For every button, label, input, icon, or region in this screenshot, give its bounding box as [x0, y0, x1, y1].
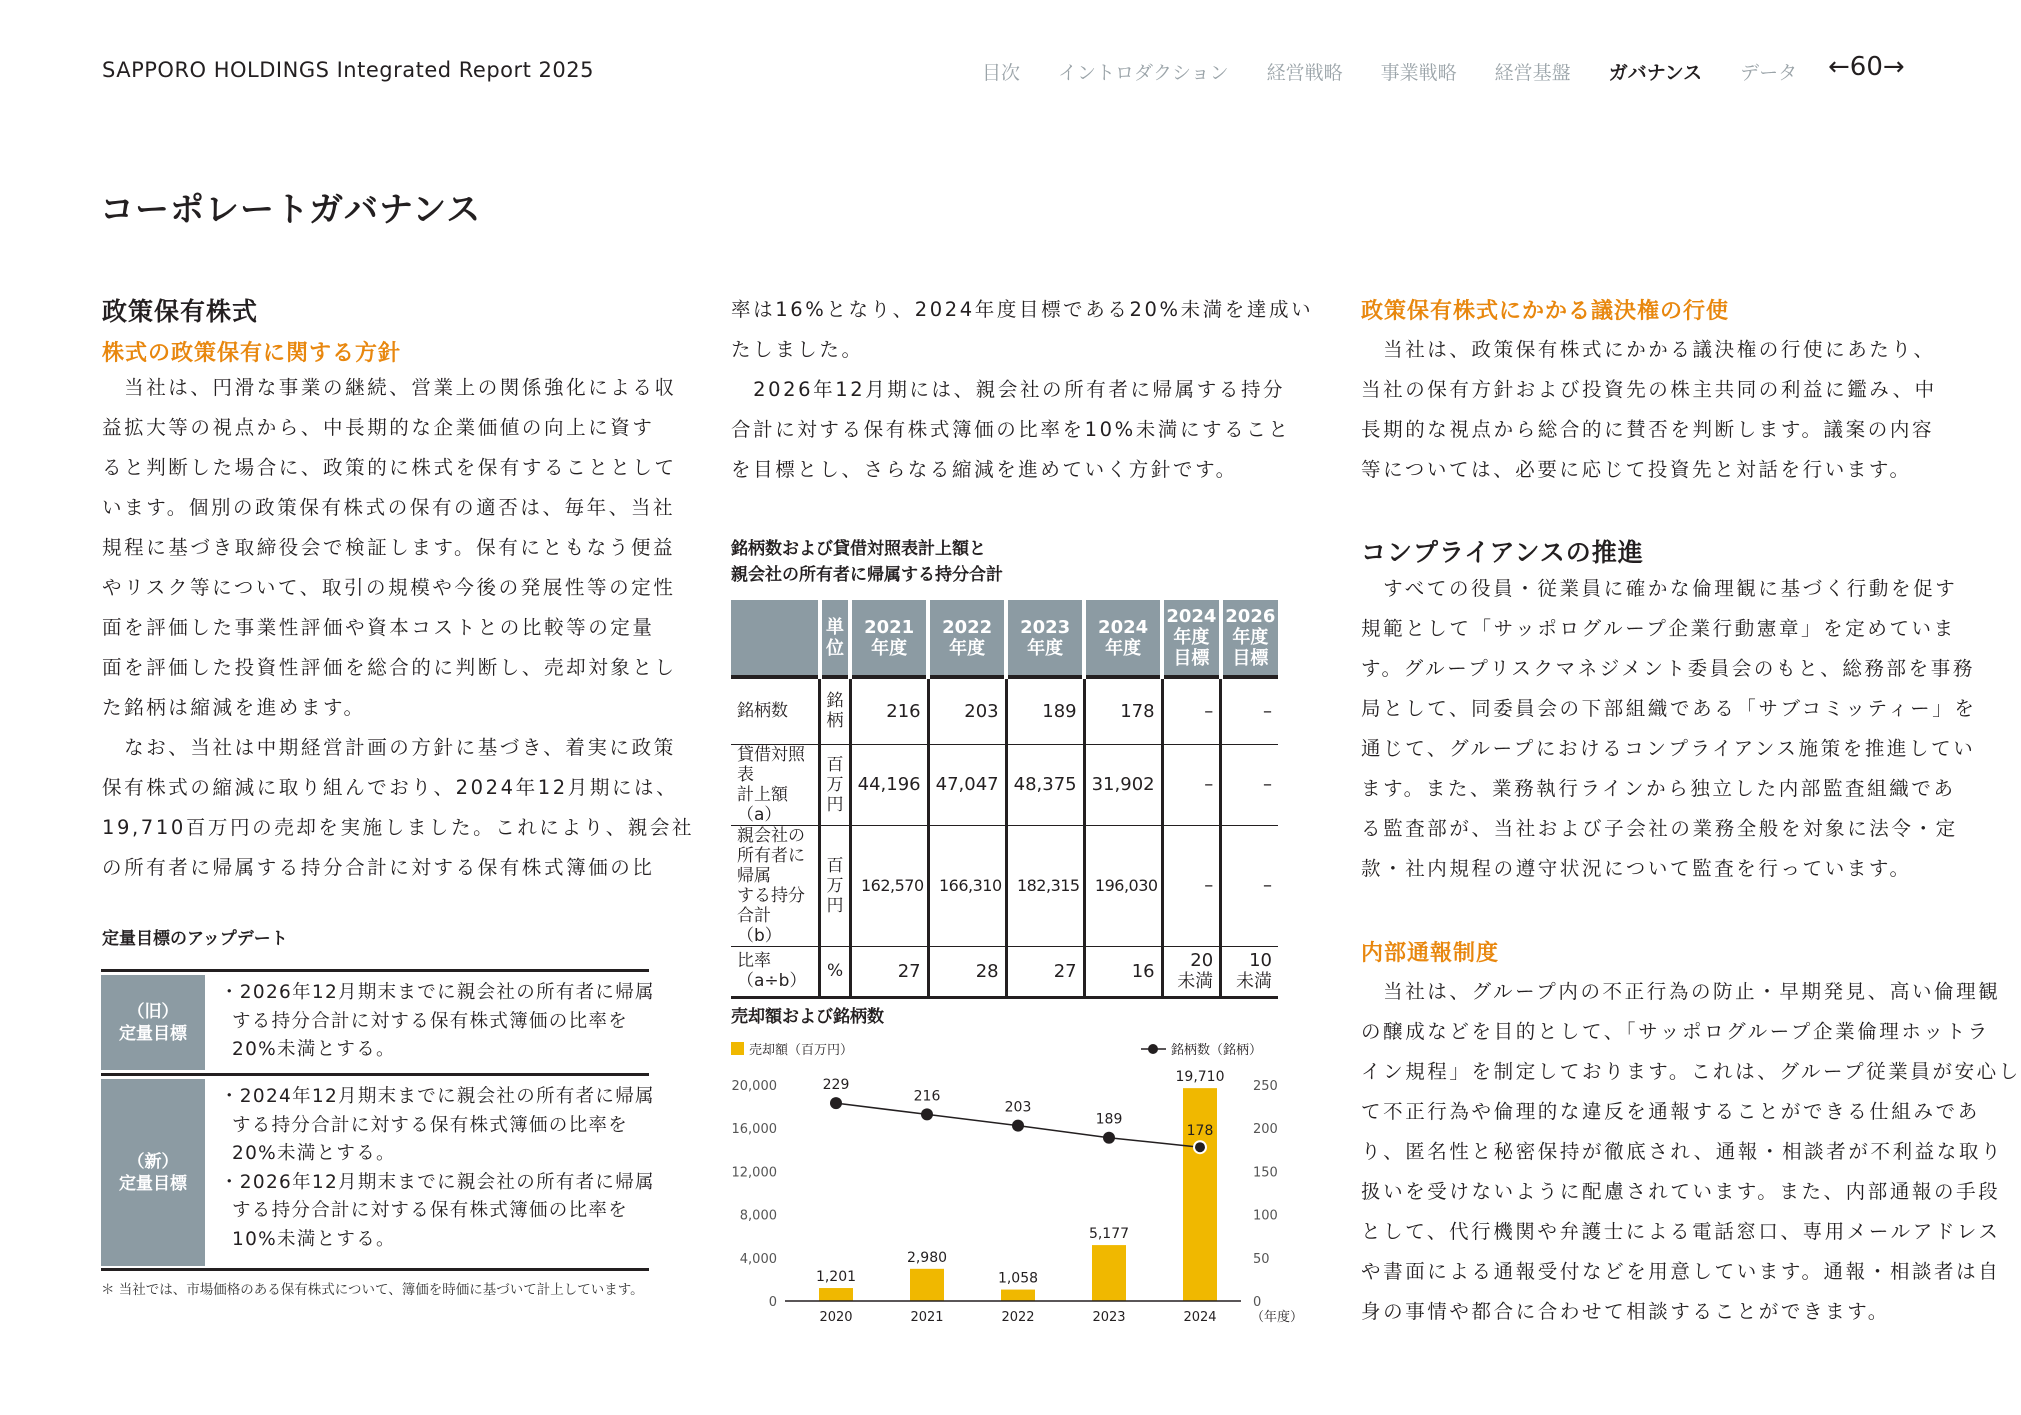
line-point-2024 [1194, 1141, 1206, 1153]
legend-line-label: 銘柄数（銘柄） [1171, 1043, 1263, 1058]
right-axis-tick: 100 [1253, 1208, 1278, 1224]
text-line: る監査部が、当社および子会社の業務全般を対象に法令・定 [1361, 817, 1958, 840]
text-line: 面を評価した事業性評価や資本コストとの比較等の定量 [102, 616, 655, 639]
new-target-label [101, 1079, 205, 1266]
section-heading-cross-shareholdings: 政策保有株式 [102, 297, 259, 326]
line-point-2021 [921, 1108, 933, 1120]
text-line: 当社は、グループ内の不正行為の防止・早期発見、高い倫理観 [1361, 980, 2001, 1003]
value-cell: 28 [928, 946, 1006, 997]
value-cell: 216 [850, 677, 928, 744]
line-data-label: 229 [822, 1077, 850, 1094]
legend-line-marker [1148, 1044, 1158, 1054]
bar-sales-2022 [1001, 1290, 1035, 1301]
row-label: 貸借対照表 計上額 （a） [731, 744, 820, 825]
value-cell: 203 [928, 677, 1006, 744]
nav-governance[interactable]: ガバナンス [1608, 62, 1703, 84]
section-heading-compliance: コンプライアンスの推進 [1361, 538, 1644, 567]
column-header: 2026 年度 目標 [1221, 600, 1278, 677]
text-line: の所有者に帰属する持分合計に対する保有株式簿価の比 [102, 856, 655, 879]
text-line: の醸成などを目的として、「サッポログループ企業倫理ホットラ [1361, 1020, 1990, 1043]
voting-rights-body [1361, 330, 1937, 490]
row-label: 比率 （a÷b） [731, 946, 820, 997]
legend-bar-label: 売却額（百万円） [749, 1043, 854, 1058]
prev-page-arrow-icon[interactable]: ← [1828, 52, 1850, 82]
text-line: たしました。 [731, 338, 864, 361]
text-line: する持分合計に対する保有株式簿価の比率を [232, 1114, 629, 1136]
value-cell: 196,030 [1084, 825, 1162, 946]
x-axis-tick: 2024 [1183, 1310, 1217, 1325]
table-row [731, 744, 1278, 825]
text-line: 20%未満とする。 [232, 1143, 396, 1164]
value-cell: – [1162, 744, 1221, 825]
sales-and-holdings-chart [731, 990, 1304, 1335]
line-data-label: 178 [1186, 1123, 1214, 1140]
page-title: コーポレートガバナンス [100, 190, 482, 230]
column-header: 2023 年度 [1006, 600, 1084, 677]
value-cell: 31,902 [1084, 744, 1162, 825]
unit-cell: 百万 円 [820, 744, 850, 825]
policy-body-text-continued [731, 290, 1313, 490]
line-data-label: 189 [1095, 1111, 1123, 1128]
text-line: として、代行機関や弁護士による電話窓口、専用メールアドレス [1361, 1220, 2001, 1243]
new-label-line: （新） [127, 1151, 179, 1172]
new-target-text [220, 1083, 655, 1254]
text-line: すべての役員・従業員に確かな倫理観に基づく行動を促す [1361, 577, 1958, 600]
text-line: 通じて、グループにおけるコンプライアンス施策を推進してい [1361, 737, 1976, 760]
report-title: SAPPORO HOLDINGS Integrated Report 2025 [102, 58, 594, 82]
new-label-line: 定量目標 [119, 1173, 187, 1194]
table-row [731, 677, 1278, 744]
column-header: 2021 年度 [850, 600, 928, 677]
unit-cell: 銘柄 [820, 677, 850, 744]
line-data-label: 216 [913, 1088, 941, 1105]
line-point-2023 [1103, 1132, 1115, 1144]
table-title [731, 536, 1003, 588]
x-axis-tick: 2022 [1001, 1310, 1035, 1325]
left-axis-tick: 4,000 [739, 1251, 777, 1267]
holdings-table [731, 600, 1278, 999]
text-line: 身の事情や都合に合わせて相談することができます。 [1361, 1300, 1890, 1323]
right-axis-tick: 200 [1253, 1122, 1278, 1138]
value-cell: 27 [850, 946, 928, 997]
divider [101, 1268, 649, 1271]
text-line: 局として、同委員会の下部組織である「サブコミッティー」を [1361, 697, 1977, 720]
nav-contents[interactable]: 目次 [982, 62, 1021, 84]
value-cell: 47,047 [928, 744, 1006, 825]
old-target-text [220, 979, 655, 1065]
text-line: 10%未満とする。 [232, 1228, 396, 1250]
text-line: なお、当社は中期経営計画の方針に基づき、着実に政策 [102, 736, 676, 759]
subheading-policy: 株式の政策保有に関する方針 [102, 341, 402, 366]
text-line: 率は16%となり、2024年度目標である20%未満を達成い [731, 298, 1314, 321]
text-line: 等については、必要に応じて投資先と対話を行います。 [1361, 458, 1912, 481]
text-line: り、匿名性と秘密保持が徹底され、通報・相談者が不利益な取り [1361, 1140, 2004, 1163]
divider [101, 969, 649, 972]
text-line: を目標とし、さらなる縮減を進めていく方針です。 [731, 458, 1238, 481]
line-data-label: 203 [1004, 1099, 1032, 1116]
section-nav [982, 58, 1835, 85]
text-line: 益拡大等の視点から、中長期的な企業価値の向上に資す [102, 416, 655, 439]
text-line: イン規程」を制定しております。これは、グループ従業員が安心し [1361, 1060, 2021, 1083]
bar-data-label: 5,177 [1088, 1226, 1130, 1243]
value-cell: 162,570 [850, 825, 928, 946]
left-axis-tick: 0 [768, 1295, 777, 1310]
left-axis-tick: 20,000 [731, 1079, 777, 1094]
nav-management-strategy[interactable]: 経営戦略 [1266, 62, 1343, 84]
value-cell: 166,310 [928, 825, 1006, 946]
old-label-line: 定量目標 [119, 1023, 187, 1044]
nav-business-strategy[interactable]: 事業戦略 [1380, 62, 1457, 84]
nav-management-foundation[interactable]: 経営基盤 [1494, 62, 1571, 84]
bar-sales-2024 [1183, 1088, 1217, 1301]
right-axis-tick: 50 [1253, 1251, 1270, 1267]
bar-data-label: 19,710 [1175, 1069, 1225, 1086]
value-cell: 10 未満 [1221, 946, 1278, 997]
text-line: 款・社内規程の遵守状況について監査を行っています。 [1361, 857, 1912, 880]
x-axis-tick: 2021 [910, 1310, 944, 1325]
right-axis-tick: 250 [1253, 1079, 1278, 1094]
text-line: ・2026年12月期末までに親会社の所有者に帰属 [220, 982, 655, 1003]
text-line: す。グループリスクマネジメント委員会のもと、総務部を事務 [1361, 657, 1975, 680]
legend-bar-swatch [731, 1042, 744, 1055]
column-header: 2024 年度 [1084, 600, 1162, 677]
text-line: 19,710百万円の売却を実施しました。これにより、親会社 [102, 816, 695, 839]
nav-data[interactable]: データ [1740, 62, 1798, 84]
subheading-whistleblowing: 内部通報制度 [1361, 941, 1500, 966]
whistleblowing-body [1361, 972, 2021, 1332]
text-line: 当社は、政策保有株式にかかる議決権の行使にあたり、 [1361, 338, 1936, 361]
compliance-body [1361, 569, 1977, 889]
value-cell: – [1162, 677, 1221, 744]
table-title-line: 銘柄数および貸借対照表計上額と [731, 539, 986, 559]
value-cell: 178 [1084, 677, 1162, 744]
footnote: ＊ 当社では、市場価格のある保有株式について、簿価を時価に基づいて計上しています。 [101, 1282, 644, 1298]
old-label-line: （旧） [127, 1001, 179, 1022]
x-axis-unit: （年度） [1251, 1310, 1304, 1325]
text-line: ると判断した場合に、政策的に株式を保有することとして [102, 456, 677, 479]
line-point-2022 [1012, 1120, 1024, 1132]
subheading-voting-rights: 政策保有株式にかかる議決権の行使 [1361, 299, 1730, 324]
text-line: 扱いを受けないように配慮されています。また、内部通報の手段 [1361, 1180, 2001, 1203]
page-number: 60 [1849, 52, 1883, 82]
text-line: 当社の保有方針および投資先の株主共同の利益に鑑み、中 [1361, 378, 1937, 401]
nav-introduction[interactable]: イントロダクション [1058, 62, 1229, 84]
value-cell: – [1221, 825, 1278, 946]
text-line: た銘柄は縮減を進めます。 [102, 696, 366, 719]
text-line: 保有株式の縮減に取り組んでおり、2024年12月期には、 [102, 776, 679, 799]
text-line: ・2026年12月期末までに親会社の所有者に帰属 [220, 1171, 655, 1193]
x-axis-tick: 2023 [1092, 1310, 1126, 1325]
text-line: 当社は、円滑な事業の継続、営業上の関係強化による収 [102, 376, 677, 399]
divider [101, 1073, 649, 1076]
bar-data-label: 1,201 [815, 1269, 857, 1286]
row-label: 親会社の 所有者に帰属 する持分合計 （b） [731, 825, 820, 946]
line-point-2020 [830, 1097, 842, 1109]
text-line: 2026年12月期には、親会社の所有者に帰属する持分 [731, 378, 1286, 401]
value-cell: 189 [1006, 677, 1084, 744]
column-header: 2022 年度 [928, 600, 1006, 677]
column-header [731, 600, 820, 677]
text-line: 規程に基づき取締役会で検証します。保有にともなう便益 [102, 536, 676, 559]
row-label: 銘柄数 [731, 677, 820, 744]
text-line: 20%未満とする。 [232, 1039, 396, 1060]
value-cell: 20 未満 [1162, 946, 1221, 997]
text-line: や書面による通報受付などを用意しています。通報・相談者は自 [1361, 1260, 2001, 1283]
policy-body-text [102, 368, 694, 888]
bar-sales-2023 [1092, 1245, 1126, 1301]
column-header: 単位 [820, 600, 850, 677]
bar-sales-2020 [819, 1288, 853, 1301]
chart-title: 売却額および銘柄数 [731, 1007, 884, 1027]
text-line: する持分合計に対する保有株式簿価の比率を [232, 1010, 629, 1032]
bar-data-label: 2,980 [906, 1249, 948, 1266]
text-line: ます。また、業務執行ラインから独立した内部監査組織であ [1361, 777, 1956, 800]
text-line: やリスク等について、取引の規模や今後の発展性等の定性 [102, 576, 676, 599]
value-cell: 48,375 [1006, 744, 1084, 825]
old-target-label [101, 975, 205, 1070]
table-title-line: 親会社の所有者に帰属する持分合計 [731, 565, 1003, 585]
text-line: 長期的な視点から総合的に賛否を判断します。議案の内容 [1361, 418, 1935, 441]
text-line: います。個別の政策保有株式の保有の適否は、毎年、当社 [102, 496, 676, 519]
value-cell: – [1162, 825, 1221, 946]
column-header: 2024 年度 目標 [1162, 600, 1221, 677]
text-line: 規範として「サッポログループ企業行動憲章」を定めていま [1361, 617, 1956, 640]
unit-cell: 百万 円 [820, 825, 850, 946]
value-cell: 182,315 [1006, 825, 1084, 946]
value-cell: – [1221, 677, 1278, 744]
left-axis-tick: 16,000 [731, 1122, 777, 1138]
text-line: 合計に対する保有株式簿価の比率を10%未満にすること [731, 418, 1291, 441]
text-line: て不正行為や倫理的な違反を通報することができる仕組みであ [1361, 1100, 1980, 1123]
left-axis-tick: 8,000 [739, 1208, 777, 1224]
pager [1828, 52, 1905, 82]
table-row [731, 825, 1278, 946]
value-cell: 27 [1006, 946, 1084, 997]
text-line: ・2024年12月期末までに親会社の所有者に帰属 [220, 1086, 655, 1107]
x-axis-tick: 2020 [819, 1310, 853, 1325]
value-cell: 44,196 [850, 744, 928, 825]
value-cell: 16 [1084, 946, 1162, 997]
unit-cell: % [820, 946, 850, 997]
left-axis-tick: 12,000 [731, 1165, 777, 1181]
next-page-arrow-icon[interactable]: → [1882, 52, 1905, 82]
right-axis-tick: 0 [1253, 1295, 1262, 1310]
targets-update-title: 定量目標のアップデート [102, 929, 288, 949]
value-cell: – [1221, 744, 1278, 825]
right-axis-tick: 150 [1253, 1165, 1278, 1181]
text-line: する持分合計に対する保有株式簿価の比率を [232, 1200, 629, 1221]
bar-data-label: 1,058 [997, 1270, 1039, 1287]
bar-sales-2021 [910, 1269, 944, 1301]
text-line: 面を評価した投資性評価を総合的に判断し、売却対象とし [102, 656, 677, 679]
